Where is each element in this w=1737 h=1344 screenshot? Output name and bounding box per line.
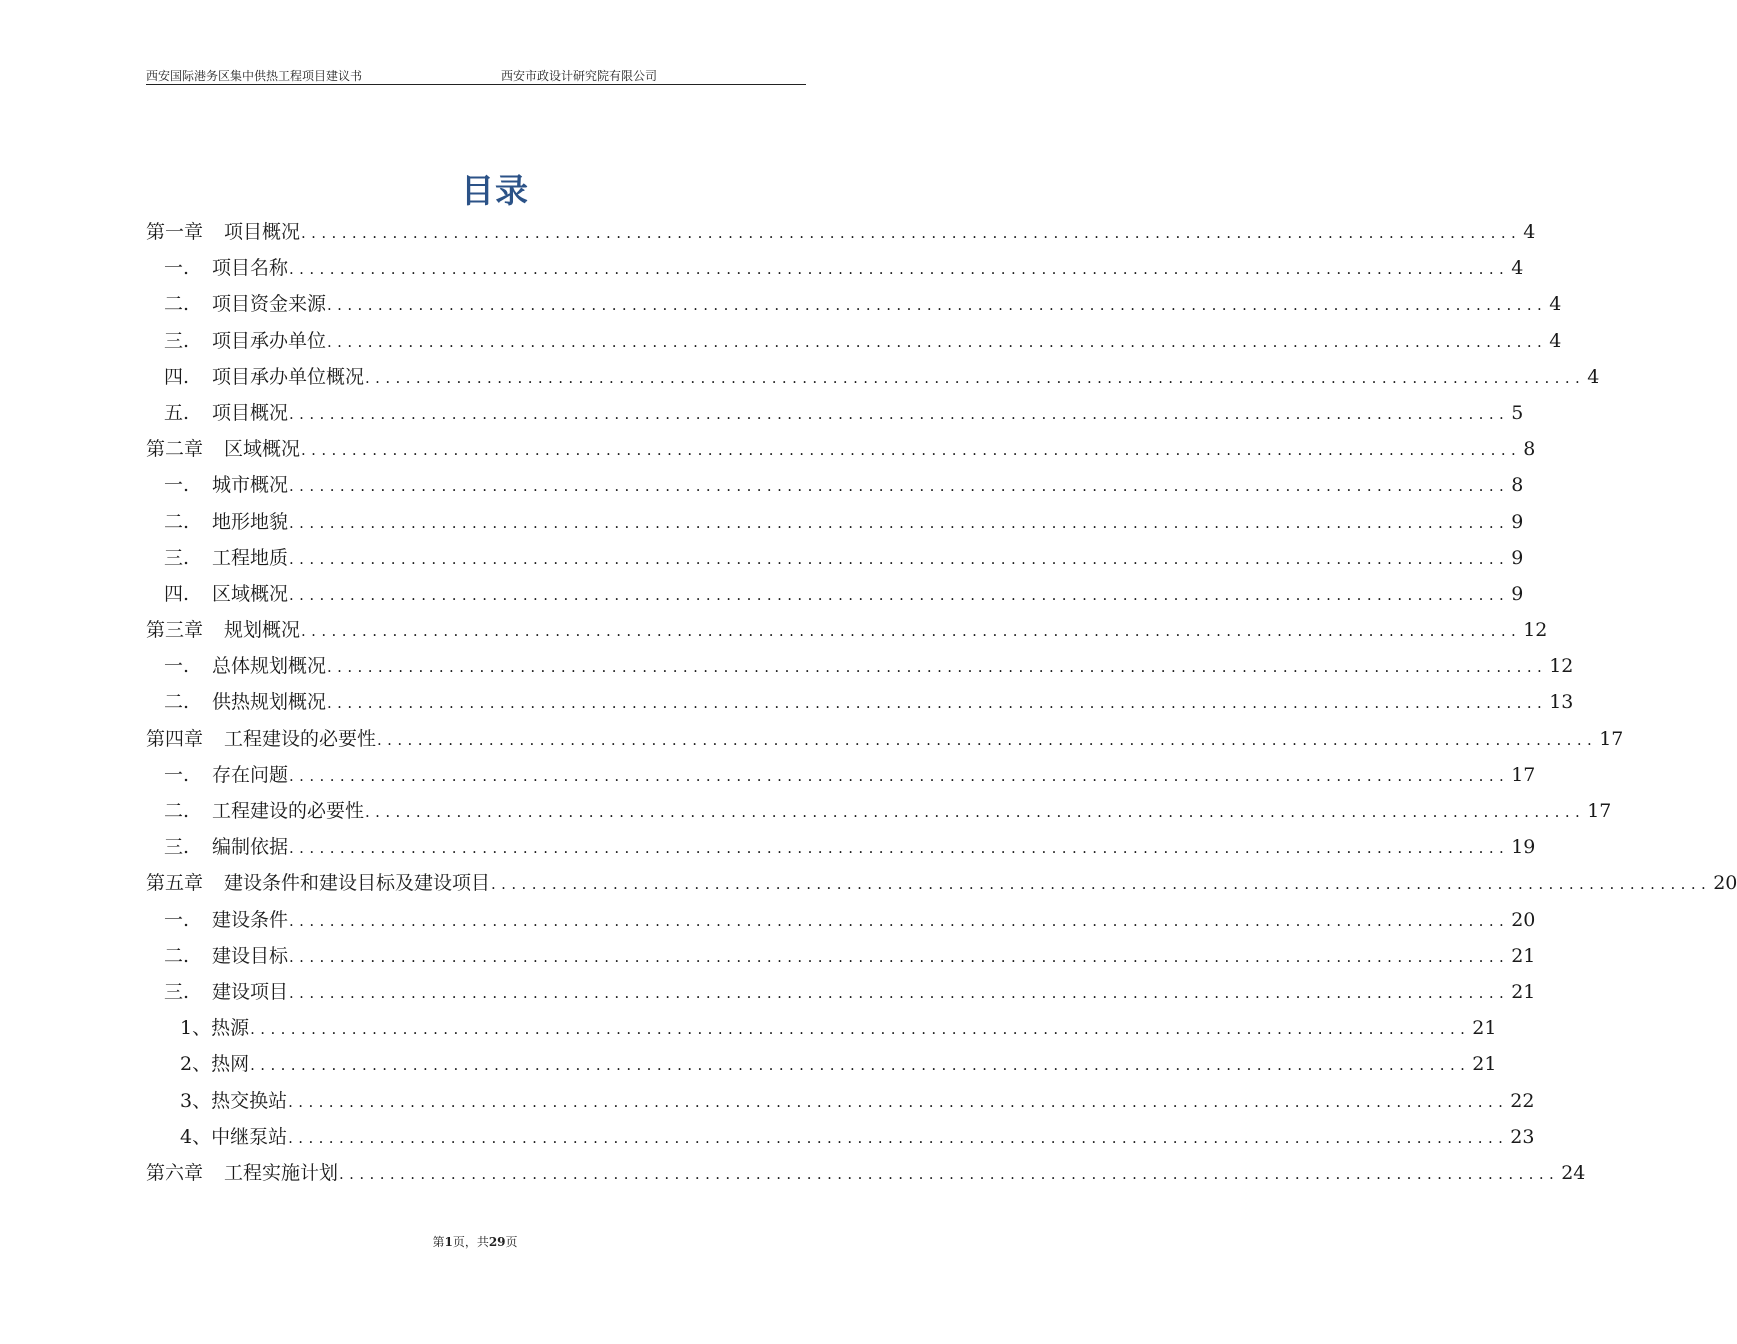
toc-entry-text: 项目资金来源 [212, 293, 327, 316]
toc-entry-number: 第一章 [146, 221, 204, 243]
toc-dot-leader: ........................................................................................................................ [339, 1164, 1560, 1183]
toc-entry-text: 区域概况 [212, 582, 289, 605]
toc-dot-leader: ........................................................................................................................ [288, 1128, 1509, 1147]
toc-entry-text: 项目承办单位概况 [212, 365, 365, 388]
toc-dot-leader: ........................................................................................................................ [327, 332, 1548, 351]
toc-entry-number: 一. [164, 257, 190, 280]
toc-dot-leader: ........................................................................................................................ [289, 513, 1510, 532]
toc-entry-number: 第四章 [146, 727, 204, 750]
toc-entry-text: 中继泵站 [211, 1125, 288, 1148]
toc-entry-page-number: 5 [1511, 401, 1524, 424]
toc-entry-label [180, 1083, 287, 1119]
toc-dot-leader: ........................................................................................................................ [250, 1056, 1471, 1075]
toc-entry-label [164, 648, 326, 684]
toc-entry-label [164, 757, 288, 793]
toc-entry-page-number: 21 [1472, 1053, 1497, 1076]
toc-dot-leader: ........................................................................................................................ [289, 839, 1510, 858]
toc-entry[interactable] [146, 1119, 1535, 1155]
toc-entry-text: 项目概况 [212, 401, 289, 424]
toc-entry[interactable] [146, 721, 1624, 757]
toc-entry-number: 二. [164, 691, 190, 714]
toc-entry[interactable] [146, 504, 1524, 540]
toc-entry-number: 一. [164, 763, 190, 786]
header-company-name: 西安市政设计研究院有限公司 [501, 69, 658, 83]
toc-entry[interactable] [146, 829, 1536, 865]
toc-title: 目录 [461, 171, 529, 210]
toc-entry-number: 一. [164, 655, 190, 678]
toc-entry-number: 五. [164, 401, 190, 424]
toc-entry-text: 地形地貌 [212, 510, 289, 533]
toc-entry-text: 项目名称 [212, 257, 289, 280]
toc-entry[interactable] [146, 359, 1600, 395]
toc-entry[interactable] [146, 395, 1524, 431]
toc-entry-text: 工程地质 [212, 546, 289, 569]
toc-entry-text: 建设条件和建设目标及建设项目 [224, 872, 491, 895]
toc-entry-number: 第五章 [146, 872, 204, 895]
toc-entry[interactable] [146, 974, 1536, 1010]
toc-entry-page-number: 9 [1511, 546, 1524, 569]
toc-entry-label [146, 865, 490, 901]
toc-entry-label [164, 902, 288, 938]
toc-entry[interactable] [146, 431, 1536, 467]
toc-entry[interactable] [146, 757, 1536, 793]
toc-entry-number: 四. [164, 365, 190, 388]
toc-entry-label [164, 974, 288, 1010]
toc-entry-text: 工程实施计划 [224, 1161, 339, 1184]
toc-dot-leader: ........................................................................................................................ [289, 766, 1510, 785]
toc-entry[interactable] [146, 1046, 1497, 1082]
toc-entry[interactable] [146, 1083, 1535, 1119]
toc-entry-label [164, 467, 288, 503]
footer-current-page: 1 [444, 1235, 453, 1249]
toc-entry-text: 项目承办单位 [212, 329, 327, 352]
toc-entry-number: 第三章 [146, 619, 204, 642]
toc-entry-label [164, 793, 364, 829]
toc-dot-leader: ........................................................................................................................ [327, 694, 1548, 713]
toc-entry-page-number: 9 [1511, 582, 1524, 605]
toc-entry-label [164, 250, 288, 286]
toc-entry-text: 城市概况 [212, 474, 289, 497]
toc-entry-page-number: 8 [1523, 438, 1536, 461]
toc-entry-label [146, 214, 300, 250]
toc-entry-number: 二. [164, 510, 190, 533]
toc-entry[interactable] [146, 214, 1536, 250]
toc-entry[interactable] [146, 250, 1524, 286]
toc-entry-page-number: 19 [1511, 836, 1536, 859]
toc-entry-page-number: 9 [1511, 510, 1524, 533]
toc-entry[interactable] [146, 902, 1536, 938]
toc-entry-page-number: 4 [1523, 221, 1536, 243]
toc-entry-label [180, 1046, 249, 1082]
toc-entry-page-number: 17 [1599, 727, 1624, 750]
toc-dot-leader: ........................................................................................................................ [289, 260, 1510, 279]
toc-entry[interactable] [146, 286, 1562, 322]
toc-entry-text: 建设条件 [212, 908, 289, 931]
toc-entry-text: 存在问题 [212, 763, 289, 786]
toc-dot-leader: ........................................................................................................................ [327, 658, 1548, 677]
toc-entry[interactable] [146, 540, 1524, 576]
toc-entry-label [164, 684, 326, 720]
toc-dot-leader: ........................................................................................................................ [289, 585, 1510, 604]
toc-entry-label [146, 1155, 338, 1191]
toc-entry-text: 热网 [211, 1053, 250, 1076]
toc-entry-label [164, 323, 326, 359]
toc-dot-leader: ........................................................................................................................ [289, 549, 1510, 568]
toc-entry-number: 一. [164, 474, 190, 497]
toc-entry-number: 三. [164, 836, 190, 859]
toc-entry[interactable] [146, 865, 1737, 901]
toc-entry-label [164, 540, 288, 576]
toc-entry-label [164, 576, 288, 612]
toc-dot-leader: ........................................................................................................................ [289, 911, 1510, 930]
toc-entry-page-number: 20 [1713, 872, 1737, 895]
toc-dot-leader: ........................................................................................................................ [289, 477, 1510, 496]
toc-entry-page-number: 22 [1510, 1089, 1535, 1112]
toc-entry-label [164, 938, 288, 974]
toc-entry[interactable] [146, 684, 1574, 720]
toc-entry[interactable] [146, 938, 1536, 974]
toc-entry-number: 4、 [180, 1125, 212, 1148]
toc-dot-leader: ........................................................................................................................ [289, 983, 1510, 1002]
toc-entry-page-number: 8 [1511, 474, 1524, 497]
toc-entry-text: 工程建设的必要性 [212, 800, 365, 822]
toc-entry-text: 热源 [211, 1017, 250, 1040]
toc-entry-number: 二. [164, 944, 190, 967]
toc-entry-number: 三. [164, 980, 190, 1003]
toc-dot-leader: ........................................................................................................................ [301, 622, 1522, 641]
toc-entry-page-number: 24 [1561, 1161, 1586, 1184]
toc-entry-number: 四. [164, 582, 190, 605]
toc-entry-text: 建设目标 [212, 944, 289, 967]
footer-middle: 页，共 [452, 1235, 489, 1249]
footer-suffix: 页 [505, 1235, 518, 1249]
toc-entry-text: 热交换站 [211, 1089, 288, 1112]
toc-entry[interactable] [146, 1155, 1586, 1191]
toc-entry[interactable] [146, 467, 1524, 503]
toc-dot-leader: ........................................................................................................................ [301, 224, 1522, 242]
toc-dot-leader: ........................................................................................................................ [301, 441, 1522, 460]
header-project-title: 西安国际港务区集中供热工程项目建议书 [146, 69, 363, 83]
toc-entry[interactable] [146, 576, 1524, 612]
toc-dot-leader: ........................................................................................................................ [327, 296, 1548, 315]
toc-entry-label [146, 612, 300, 648]
toc-entry-page-number: 21 [1511, 944, 1536, 967]
toc-entry-page-number: 21 [1472, 1017, 1497, 1040]
toc-entry-page-number: 4 [1587, 365, 1600, 388]
toc-entry-text: 区域概况 [224, 438, 301, 461]
toc-entry-page-number: 23 [1510, 1125, 1535, 1148]
toc-entry-label [146, 431, 300, 467]
toc-entry-page-number: 17 [1587, 800, 1612, 822]
toc-entry-text: 供热规划概况 [212, 691, 327, 714]
toc-entry[interactable] [146, 323, 1562, 359]
toc-entry-page-number: 20 [1511, 908, 1536, 931]
toc-entry[interactable] [146, 612, 1548, 648]
table-of-contents [146, 214, 1737, 1191]
toc-entry-page-number: 17 [1511, 763, 1536, 786]
toc-dot-leader: ........................................................................................................................ [288, 1092, 1509, 1111]
toc-entry-number: 3、 [180, 1089, 212, 1112]
toc-entry-text: 项目概况 [224, 221, 301, 243]
page-footer [0, 1233, 950, 1250]
toc-dot-leader: ........................................................................................................................ [289, 947, 1510, 966]
toc-entry-page-number: 4 [1511, 257, 1524, 280]
toc-entry-page-number: 4 [1549, 293, 1562, 316]
toc-entry-label [180, 1119, 287, 1155]
toc-entry-number: 二. [164, 800, 190, 822]
toc-entry-page-number: 12 [1549, 655, 1574, 678]
toc-dot-leader: ........................................................................................................................ [365, 368, 1586, 387]
toc-dot-leader: ........................................................................................................................ [491, 875, 1712, 894]
toc-entry-page-number: 4 [1549, 329, 1562, 352]
toc-entry-page-number: 21 [1511, 980, 1536, 1003]
toc-entry-text: 总体规划概况 [212, 655, 327, 678]
toc-entry-label [164, 395, 288, 431]
toc-entry-page-number: 13 [1549, 691, 1574, 714]
toc-entry-number: 第六章 [146, 1161, 204, 1184]
toc-entry[interactable] [146, 793, 1612, 829]
toc-entry-label [180, 1010, 249, 1046]
toc-entry-label [164, 359, 364, 395]
footer-total-pages: 29 [488, 1235, 506, 1249]
toc-entry-number: 一. [164, 908, 190, 931]
toc-entry[interactable] [146, 648, 1574, 684]
toc-entry-number: 三. [164, 546, 190, 569]
footer-prefix: 第 [432, 1235, 445, 1249]
toc-dot-leader: ........................................................................................................................ [250, 1020, 1471, 1039]
page-header [146, 64, 806, 85]
toc-entry-number: 1、 [180, 1017, 212, 1040]
toc-entry-text: 规划概况 [224, 619, 301, 642]
toc-dot-leader: ........................................................................................................................ [377, 730, 1598, 749]
toc-entry-label [164, 504, 288, 540]
toc-dot-leader: ........................................................................................................................ [289, 404, 1510, 423]
toc-entry-number: 三. [164, 329, 190, 352]
toc-entry-label [146, 721, 376, 757]
toc-entry-number: 二. [164, 293, 190, 316]
toc-dot-leader: ........................................................................................................................ [365, 803, 1586, 821]
toc-entry[interactable] [146, 1010, 1497, 1046]
toc-entry-text: 建设项目 [212, 980, 289, 1003]
toc-entry-text: 编制依据 [212, 836, 289, 859]
toc-entry-number: 第二章 [146, 438, 204, 461]
toc-entry-number: 2、 [180, 1053, 212, 1076]
toc-entry-label [164, 829, 288, 865]
toc-entry-label [164, 286, 326, 322]
toc-entry-page-number: 12 [1523, 619, 1548, 642]
toc-entry-text: 工程建设的必要性 [224, 727, 377, 750]
